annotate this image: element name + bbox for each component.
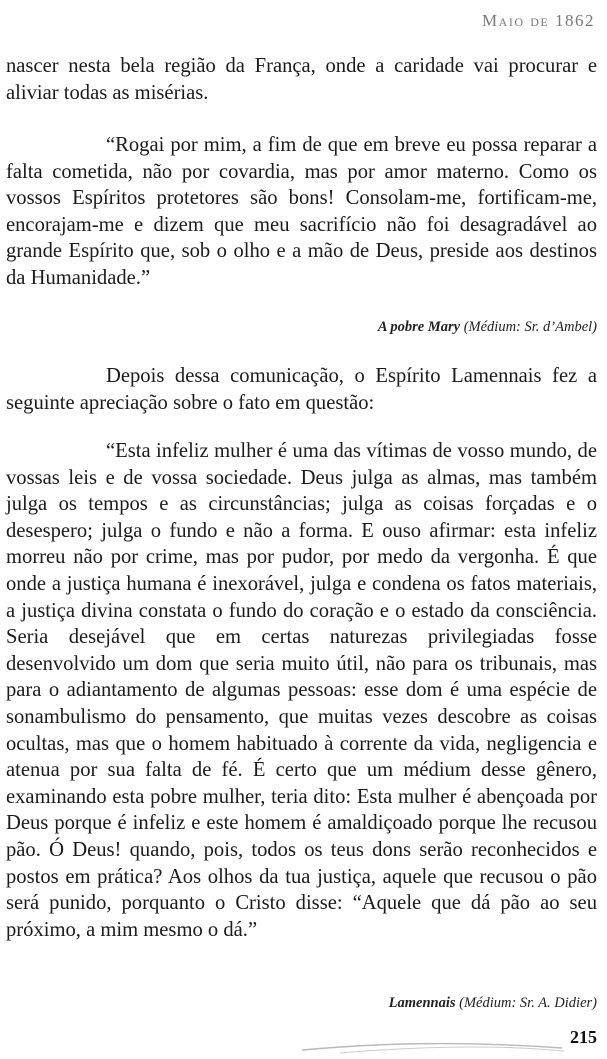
signature-name: Lamennais xyxy=(388,995,456,1011)
signature-name: A pobre Mary xyxy=(377,319,461,335)
decorative-flourish xyxy=(300,1034,570,1056)
paragraph-transition: Depois dessa comunicação, o Espírito Lamennais fez a seguinte apreciação sobre o fato em questão: xyxy=(6,365,597,414)
signature-mary xyxy=(378,319,597,336)
page-number: 215 xyxy=(570,1027,597,1047)
paragraph-continuation: nascer nesta bela região da França, onde a caridade vai procurar e aliviar todas as misérias. xyxy=(6,55,597,104)
signature-medium: (Médium: Sr. A. Didier) xyxy=(459,995,597,1011)
signature-lamennais xyxy=(389,995,597,1012)
paragraph-quote-lamennais: “Esta infeliz mulher é uma das vítimas de vosso mundo, de vossas leis e de vossa sociedade. Deus julga as almas, mas também julga os tempos e as circunstâncias; julga as coisas forçadas e o desespero; julga o fundo e não a forma. E ouso afirmar: esta infeliz morreu não por crime, mas por pudor, por medo da vergonha. É que onde a justiça humana é inexorável, julga e condena os fatos materiais, a justiça divina constata o fundo do coração e o estado da consciência. Seria desejável que em certas naturezas privilegiadas fosse desenvolvido um dom que seria muito útil, não para os tribunais, mas para o adiantamento de algumas pessoas: esse dom é uma espécie de sonambulismo do pensamento, que muitas vezes descobre as coisas ocultas, mas que o homem habituado à corrente da vida, negligencia e atenua por sua falta de fé. É certo que um médium desse gênero, examinando esta pobre mulher, teria dito: Esta mulher é abençoada por Deus porque é infeliz e este homem é amaldiçoado porque lhe recusou pão. Ó Deus! quando, pois, todos os teus dons serão reconhecidos e postos em prática? Aos olhos da tua justiça, aquele que recusou o pão será punido, porquanto o Cristo disse: “Aquele que dá pão ao seu próximo, a mim mesmo o dá.” xyxy=(6,440,597,941)
signature-medium: (Médium: Sr. d’Ambel) xyxy=(463,319,597,335)
running-header: Maio de 1862 xyxy=(482,11,595,30)
paragraph-quote-mary: “Rogai por mim, a fim de que em breve eu possa reparar a falta cometida, não por covardia, mas por amor materno. Como os vossos Espíritos protetores são bons! Consolam-me, fortificam-me, encorajam-me e dizem que meu sacrifício não foi desagradável ao grande Espírito que, sob o olho e a mão de Deus, preside aos destinos da Humanidade.” xyxy=(6,134,597,289)
